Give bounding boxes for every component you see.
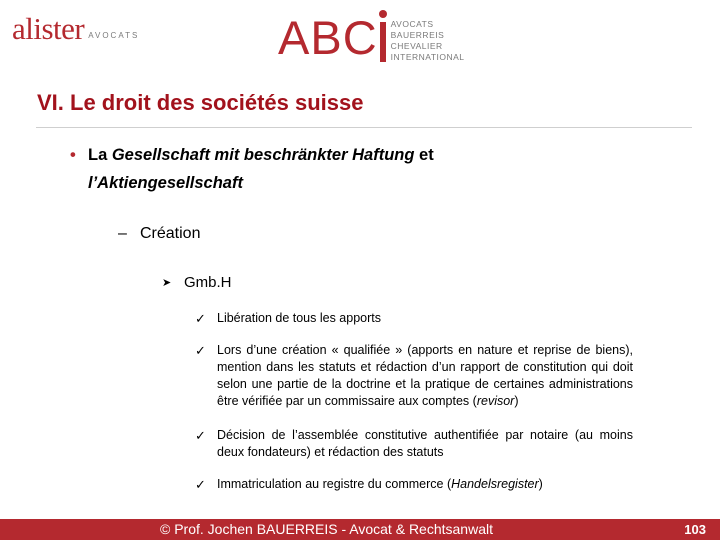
bullet-text-italic: l’Aktiengesellschaft bbox=[88, 174, 243, 192]
footer-bar bbox=[0, 519, 720, 540]
alister-logo-wordmark: alister bbox=[12, 11, 85, 46]
abci-logo bbox=[278, 10, 465, 66]
check-icon: ✓ bbox=[195, 477, 206, 492]
alister-logo bbox=[12, 6, 139, 46]
abci-logo-i-icon bbox=[380, 22, 386, 62]
checklist-item-italic: Handelsregister bbox=[451, 477, 539, 491]
bullet-level-1-text bbox=[70, 141, 540, 197]
check-icon: ✓ bbox=[195, 311, 206, 326]
dash-icon: – bbox=[118, 225, 127, 242]
bullet-level-3-text: Gmb.H bbox=[184, 274, 232, 291]
bullet-level-2-text: Création bbox=[140, 225, 201, 242]
title-divider bbox=[36, 127, 692, 128]
abci-logo-letters: ABC bbox=[278, 11, 378, 64]
page-number: 103 bbox=[684, 522, 706, 537]
bullet-dot-icon: • bbox=[70, 146, 76, 164]
bullet-text: et bbox=[414, 146, 434, 164]
alister-logo-subtitle: AVOCATS bbox=[88, 31, 140, 40]
abci-tagline: BAUERREIS bbox=[390, 30, 445, 40]
bullet-level-1 bbox=[70, 141, 540, 197]
bullet-text-italic: Gesellschaft mit beschränkter Haftung bbox=[111, 146, 415, 164]
footer-copyright: © Prof. Jochen BAUERREIS - Avocat & Rechtsanwalt bbox=[160, 521, 493, 537]
slide-title: VI. Le droit des sociétés suisse bbox=[37, 90, 364, 115]
checklist-item-text: Lors d’une création « qualifiée » (apports en nature et reprise de biens), mention dans les statuts et rédaction d’un rapport de constitution qui doit selon une partie de la doctrine et la pratique de certaines administrations être vérifiée par un commissaire aux comptes ( bbox=[217, 343, 633, 408]
checklist bbox=[195, 310, 633, 493]
arrow-bullet-icon: ➤ bbox=[162, 277, 172, 289]
bullet-level-2 bbox=[118, 222, 200, 246]
checklist-item bbox=[195, 476, 633, 493]
checklist-item-text: Immatriculation au registre du commerce ( bbox=[217, 477, 452, 491]
checklist-item bbox=[195, 310, 633, 327]
checklist-item-text-end: ) bbox=[538, 477, 543, 491]
abci-tagline: INTERNATIONAL bbox=[390, 52, 465, 62]
bullet-text: La bbox=[88, 146, 112, 164]
checklist-item-text-end: ) bbox=[514, 394, 519, 408]
checklist-item-text: Libération de tous les apports bbox=[217, 311, 381, 325]
checklist-item-italic: revisor bbox=[476, 394, 515, 408]
check-icon: ✓ bbox=[195, 343, 206, 358]
abci-tagline: CHEVALIER bbox=[390, 41, 443, 51]
abci-tagline: AVOCATS bbox=[390, 19, 434, 29]
checklist-item-text: Décision de l’assemblée constitutive authentifiée par notaire (au moins deux fondateurs) et rédaction des statuts bbox=[217, 428, 633, 459]
checklist-item bbox=[195, 342, 633, 410]
abci-logo-taglines bbox=[391, 19, 465, 63]
checklist-item bbox=[195, 427, 633, 461]
bullet-level-3 bbox=[162, 272, 232, 294]
check-icon: ✓ bbox=[195, 428, 206, 443]
